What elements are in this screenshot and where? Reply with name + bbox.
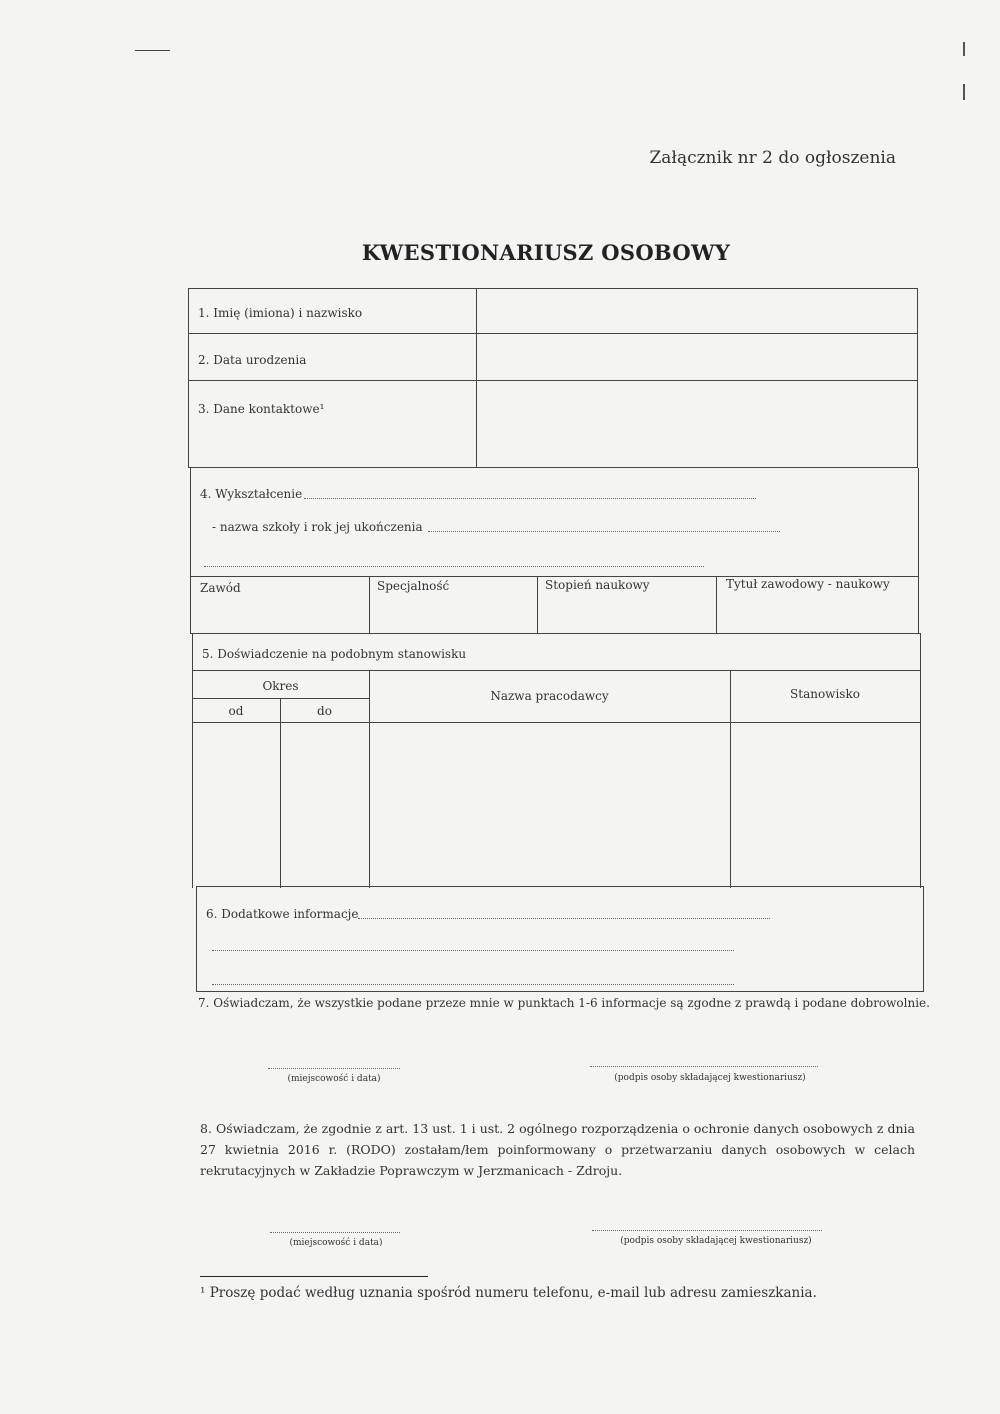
border-left [192,633,193,888]
employer-header: Nazwa pracodawcy [490,689,609,703]
additional-border [196,886,924,992]
border-right [918,468,919,634]
border-right [920,633,921,888]
scan-mark [963,84,965,100]
scan-mark-line [135,50,170,51]
header-divider [192,722,920,723]
position-header: Stanowisko [790,687,860,701]
from-field[interactable] [194,724,278,886]
birth-date-field[interactable] [478,335,916,379]
column-divider [280,698,281,888]
declaration-8: 8. Oświadczam, że zgodnie z art. 13 ust. 1 i ust. 2 ogólnego rozporządzenia o ochronie danych osobowych z dnia 27 kwietnia 2016 r. (RODO) zostałam/łem poinformowany o przetwarzaniu danych osobowych w celach rekrutacyjnych w Zakładzie Poprawczym w Jerzmanicach - Zdroju. [200,1121,915,1178]
to-header: do [317,704,332,718]
footnote: ¹ Proszę podać według uznania spośród numeru telefonu, e-mail lub adresu zamieszkania. [200,1285,817,1301]
row-divider [188,380,918,381]
row-divider [188,333,918,334]
additional-field-line-3[interactable] [212,984,734,985]
place-date-field[interactable] [268,1068,400,1069]
name-label: 1. Imię (imiona) i nazwisko [198,306,363,320]
from-header: od [228,704,244,718]
experience-label: 5. Doświadczenie na podobnym stanowisku [202,647,467,661]
period-header: Okres [262,679,299,693]
additional-label: 6. Dodatkowe informacje [206,907,359,921]
column-divider [476,288,477,468]
degree-header: Stopień naukowy [545,578,650,592]
school-field[interactable] [428,531,780,532]
column-divider [716,576,717,633]
footnote-separator [200,1276,428,1277]
additional-field[interactable] [358,918,770,919]
birth-date-label: 2. Data urodzenia [198,353,307,367]
school-field-line-2[interactable] [204,566,704,567]
signature-caption: (podpis osoby składającej kwestionariusz) [614,1073,806,1083]
name-field[interactable] [478,290,916,332]
border-left [190,468,191,634]
column-divider [369,576,370,633]
specialty-header: Specjalność [377,579,450,593]
place-date-caption-2: (miejscowość i data) [289,1238,383,1248]
contact-label: 3. Dane kontaktowe¹ [198,402,325,416]
page-title: KWESTIONARIUSZ OSOBOWY [361,240,731,265]
contact-field[interactable] [478,382,916,466]
education-field[interactable] [304,498,756,499]
signature-field-2[interactable] [592,1230,822,1231]
place-date-field-2[interactable] [270,1232,400,1233]
additional-field-line-2[interactable] [212,950,734,951]
declaration-7: 7. Oświadczam, że wszystkie podane przeze mnie w punktach 1-6 informacje są zgodne z prawdą i podane dobrowolnie. [198,996,930,1010]
education-label: 4. Wykształcenie [200,487,303,501]
column-divider [537,576,538,633]
row-divider [192,670,920,671]
to-field[interactable] [282,724,367,886]
scan-mark [963,42,965,56]
profession-header: Zawód [200,581,241,595]
signature-field[interactable] [590,1066,818,1067]
signature-caption-2: (podpis osoby składającej kwestionariusz) [620,1236,812,1246]
employer-field[interactable] [371,724,728,886]
annex-label: Załącznik nr 2 do ogłoszenia [649,148,896,168]
school-label: - nazwa szkoły i rok jej ukończenia [212,520,423,534]
position-field[interactable] [732,724,918,886]
title-header: Tytuł zawodowy - naukowy [726,577,890,591]
place-date-caption: (miejscowość i data) [287,1074,381,1084]
row-divider [190,633,920,634]
column-divider [730,670,731,888]
